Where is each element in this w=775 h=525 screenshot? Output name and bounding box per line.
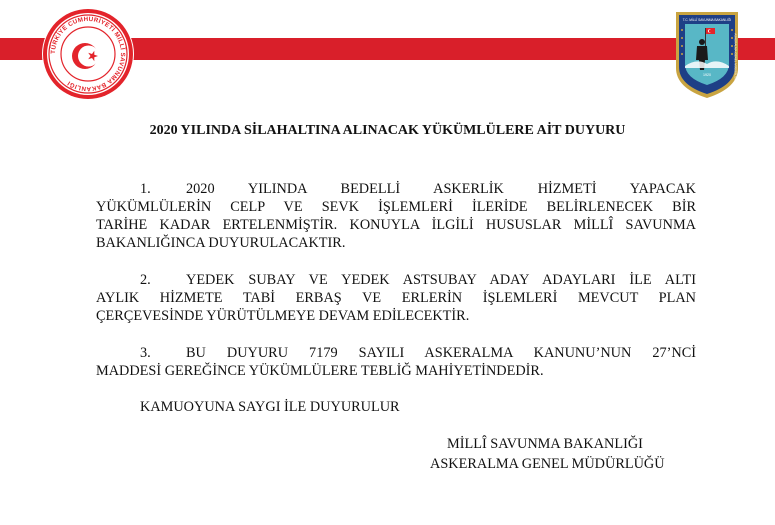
signature-line-2: ASKERALMA GENEL MÜDÜRLÜĞÜ: [430, 456, 665, 472]
announcement-item-3: [96, 344, 696, 380]
item-line: TARİHE KADAR ERTELENMİŞTİR. KONUYLA İLGİLİ HUSUSLAR MİLLÎ SAVUNMA: [96, 217, 696, 233]
item-line: MADDESİ GEREĞİNCE YÜKÜMLÜLERE TEBLİĞ MAHİYETİNDEDİR.: [96, 363, 544, 379]
item-number: 2.: [140, 272, 151, 288]
right-logo-year: 1920: [703, 73, 711, 77]
item-line: YEDEK SUBAY VE YEDEK ASTSUBAY ADAY ADAYLARI İLE ALTI: [186, 272, 696, 288]
item-line: BU DUYURU 7179 SAYILI ASKERALMA KANUNU’NUN 27’NCİ: [186, 345, 696, 361]
item-line: YÜKÜMLÜLERİN CELP VE SEVK İŞLEMLERİ İLERİDE BELİRLENECEK BİR: [96, 199, 696, 215]
announcement-item-1: [96, 180, 696, 252]
item-line: ÇERÇEVESİNDE YÜRÜTÜLMEYE DEVAM EDİLECEKTİR.: [96, 308, 470, 324]
item-line: AYLIK HİZMETE TABİ ERBAŞ VE ERLERİN İŞLEMLERİ MEVCUT PLAN: [96, 290, 696, 306]
item-number: 1.: [140, 181, 151, 197]
askeralma-genel-mudurlugu-emblem-icon: [672, 8, 742, 100]
right-logo-top-text: T.C. MİLLÎ SAVUNMA BAKANLIĞI: [682, 18, 732, 22]
closing-statement: KAMUOYUNA SAYGI İLE DUYURULUR: [140, 399, 400, 415]
announcement-item-2: [96, 271, 696, 325]
ministry-of-national-defense-seal-icon: [38, 4, 138, 104]
left-logo-ring-text: TÜRKİYE CUMHURİYETİ MİLLÎ SAVUNMA BAKANLIĞI: [49, 15, 127, 93]
right-logo-side-text: ASKERALMA GENEL MÜDÜRLÜĞÜ: [733, 33, 738, 83]
item-number: 3.: [140, 345, 151, 361]
document-title: 2020 YILINDA SİLAHALTINA ALINACAK YÜKÜMLÜLERE AİT DUYURU: [149, 123, 626, 138]
item-line: BAKANLIĞINCA DUYURULACAKTIR.: [96, 235, 346, 251]
item-line: 2020 YILINDA BEDELLİ ASKERLİK HİZMETİ YAPACAK: [186, 181, 696, 197]
signature-line-1: MİLLÎ SAVUNMA BAKANLIĞI: [447, 436, 643, 452]
